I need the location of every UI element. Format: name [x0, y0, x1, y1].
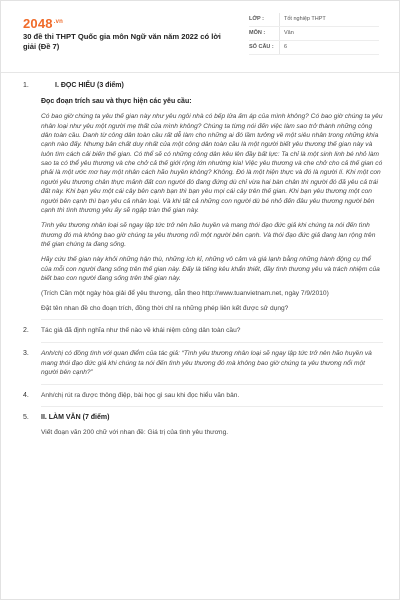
logo-suffix-text: .vn: [53, 18, 64, 25]
passage-paragraph-1: Có bao giờ chúng ta yêu thế gian này như yêu ngôi nhà có bếp lửa ấm áp của mình không? Có bao giờ chúng ta yêu nhân loại như yêu một người mẹ thất của mình không? Chúng ta từng nói đến việc làm sao trở thành những công dân toàn cầu. Danh từ công dân toàn cầu rất dễ làm cho những ai đó lầm tưởng về một siêu nhân trong những khía cạnh nào đấy. Nhưng bản chất duy nhất của một công dân toàn cầu là một người biết yêu thương thế gian này và luôn tìm cách cải biến thế gian. Có thể sẽ có những công dân kêu lên đầy bất lực: Ta chỉ là một sinh linh bé nhỏ làm sao ta có thể yêu thương và che chở cả thế giới rộng lớn nhường kia! Việc yêu thương và che chở cho cả thế gian có phải là một ước mơ hay một nhân cách hão huyền không? Không. Đó là một hiện thực và đó là người lí. Khi một con người yêu thương chân thực mảnh đất con người đó đang đứng dù chỉ vừa hai bàn chân thì người đó đã yêu cả trái đất này. Khi bạn yêu một cái cây bên cạnh bạn thì bạn yêu mọi cái cây trên thế gian. Khi bạn yêu thương một con người bên cạnh thì bạn yêu cả nhân loại. Và khi tất cả những con người dù bé nhỏ đến đâu yêu thương người bên cạnh thì tình thương yêu ấy sẽ ngập tràn thế gian này.: [41, 113, 383, 214]
meta-key-class: LỚP :: [249, 15, 264, 22]
meta-value-question-count: 6: [279, 41, 287, 54]
document-content: [1, 81, 400, 438]
question-3: [1, 343, 400, 385]
passage-source: (Trích Cần một ngày hòa giải để yêu thương, dẫn theo http://www.tuanvietnam.net, ngày 7/9/2010): [41, 290, 329, 298]
question-number: 4.: [23, 391, 29, 399]
reading-instruction: Đọc đoạn trích sau và thực hiện các yêu cầu:: [41, 98, 192, 106]
question-number: 1.: [23, 82, 29, 89]
question-4: [1, 385, 400, 408]
meta-key-subject: MÔN :: [249, 29, 266, 36]
question-1-prompt: Đặt tên nhan đề cho đoạn trích, đồng thời chỉ ra những phép liên kết được sử dụng?: [41, 304, 289, 312]
question-5-prompt: Viết đoạn văn 200 chữ với nhan đề: Giá trị của tình yêu thương.: [41, 429, 229, 437]
meta-key-question-count: SỐ CÂU :: [249, 43, 274, 50]
question-1: [1, 81, 400, 320]
passage-paragraph-3: Hãy cứu thế gian này khỏi những hận thù, những ích kỉ, những vô cảm và giá lạnh bằng những hành động cụ thể của mỗi con người đang sống trên thế gian này. Đấy là tiếng kêu khẩn thiết, đầy tình thương yêu và trách nhiệm của biết bao con người đang sống trên thế gian này.: [41, 256, 380, 283]
question-2: [1, 320, 400, 343]
section-title-writing: II. LÀM VĂN (7 điểm): [41, 414, 110, 422]
meta-row-subject: [249, 27, 379, 41]
meta-row-class: [249, 13, 379, 27]
question-number: 2.: [23, 327, 29, 335]
question-4-prompt: Anh/chị rút ra được thông điệp, bài học gì sau khi đọc hiểu văn bản.: [41, 391, 240, 399]
document-title: 30 đề thi THPT Quốc gia môn Ngữ văn năm 2022 có lời giải (Đề 7): [23, 32, 221, 52]
meta-value-subject: Văn: [279, 27, 294, 40]
question-3-prompt: Anh/chị có đồng tình với quan điểm của tác giả: “Tình yêu thương nhân loại sẽ ngay lập tức trở nên hão huyền và mang thói đạo đức giả khi chúng ta nói đến tình yêu thương đó mà không bao giờ chúng ta yêu thương nổi một người bên cạnh?”: [41, 350, 372, 377]
document-header: [1, 1, 399, 73]
question-2-prompt: Tác giả đã định nghĩa như thế nào về khái niệm công dân toàn cầu?: [41, 327, 241, 335]
question-number: 3.: [23, 350, 29, 358]
logo-main-text: 2048: [23, 16, 53, 31]
meta-row-question-count: [249, 41, 379, 55]
question-5: [1, 407, 400, 438]
question-number: 5.: [23, 414, 29, 422]
meta-table: [249, 13, 379, 55]
meta-value-class: Tốt nghiệp THPT: [279, 13, 326, 26]
passage-paragraph-2: Tình yêu thương nhân loại sẽ ngay lập tức trở nên hão huyền và mang thói đạo đức giả khi chúng ta nói đến tình thương đó mà không bao giờ chúng ta yêu thương nổi một người bên cạnh. Và thói đạo đức giả đang lan rộng trên thế gian chúng ta đang sống.: [41, 222, 376, 248]
section-title-reading: I. ĐỌC HIỂU (3 điểm): [55, 82, 124, 89]
